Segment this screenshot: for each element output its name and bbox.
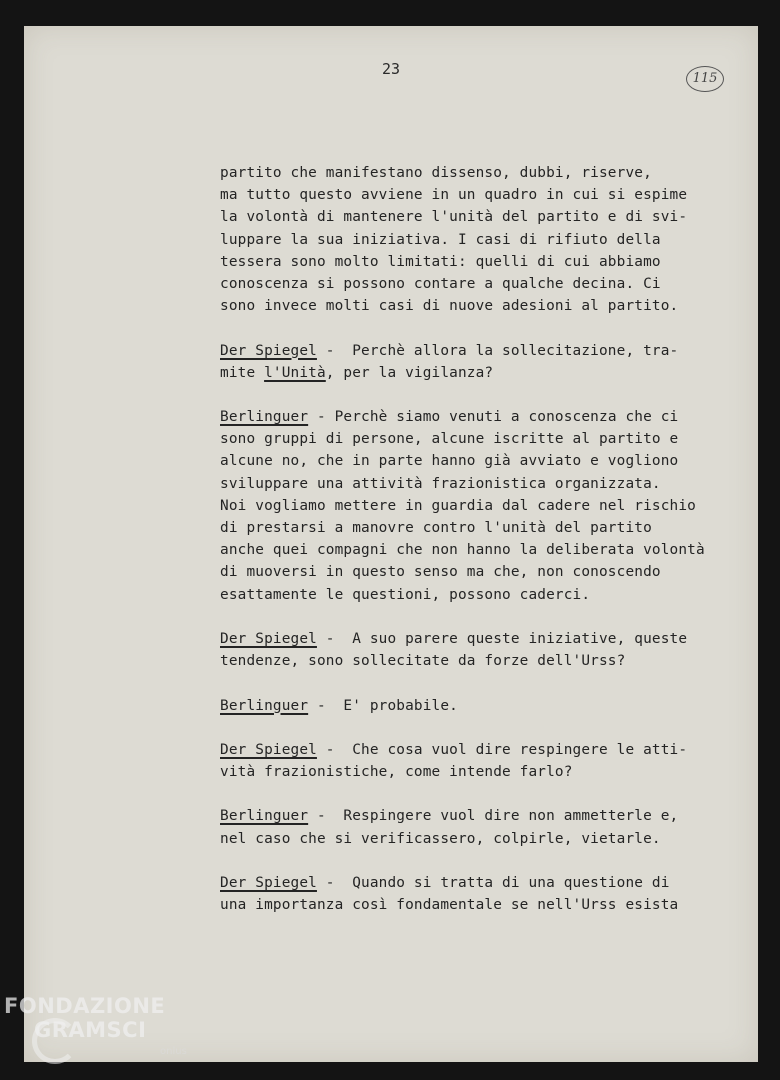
speaker-name: Berlinguer: [220, 409, 309, 426]
paragraph: [220, 872, 740, 916]
text-line: [220, 695, 740, 717]
text-line: [220, 561, 740, 583]
text-line: [220, 628, 740, 650]
line-text: di prestarsi a manovre contro l'unità del partito: [220, 520, 652, 536]
line-text: partito che manifestano dissenso, dubbi, riserve,: [220, 165, 652, 181]
line-text: la volontà di mantenere l'unità del partito e di svi-: [220, 209, 688, 226]
line-text: - Perchè siamo venuti a conoscenza che ci: [308, 409, 679, 426]
line-text: tessera sono molto limitati: quelli di cui abbiamo: [220, 253, 661, 270]
paragraph: [220, 805, 740, 849]
text-line: [220, 362, 740, 384]
document-page: [24, 26, 758, 1062]
watermark-line-2: GRAMSCI: [34, 1018, 147, 1042]
speaker-name: Berlinguer: [220, 808, 309, 825]
speaker-name: Der Spiegel: [220, 342, 317, 359]
text-line: [220, 473, 740, 495]
line-text: sono invece molti casi di nuove adesioni al partito.: [220, 298, 679, 315]
line-text: - E' probabile.: [308, 697, 458, 714]
text-line: [220, 450, 740, 472]
line-text: alcune no, che in parte hanno già avviato e vogliono: [220, 453, 679, 470]
text-line: [220, 650, 740, 672]
line-text: di muoversi in questo senso ma che, non conoscendo: [220, 564, 661, 581]
text-line: [220, 295, 740, 317]
typewritten-text: [220, 162, 740, 939]
line-text: ma tutto questo avviene in un quadro in cui si espime: [220, 187, 688, 204]
text-line: [220, 894, 740, 916]
text-line: [220, 428, 740, 450]
archive-number-stamp: 115: [686, 66, 724, 92]
speaker-name: Berlinguer: [220, 697, 309, 714]
line-text: - Perchè allora la sollecitazione, tra-: [316, 342, 679, 359]
text-line: [220, 229, 740, 251]
paragraph: [220, 695, 740, 717]
line-text: conoscenza si possono contare a qualche decina. Ci: [220, 275, 661, 292]
underlined-title: l'Unità: [264, 364, 326, 381]
line-text: - Respingere vuol dire non ammetterle e,: [308, 808, 679, 825]
text-line: [220, 584, 740, 606]
line-text: - Quando si tratta di una questione di: [316, 875, 670, 891]
line-text: anche quei compagni che non hanno la deliberata volontà: [220, 542, 705, 559]
line-text: - A suo parere queste iniziative, queste: [316, 630, 688, 647]
text-line: [220, 340, 740, 362]
text-line: [220, 539, 740, 561]
text-line: [220, 251, 740, 273]
line-text: sono gruppi di persone, alcune iscritte al partito e: [220, 431, 679, 448]
text-line: [220, 495, 740, 517]
speaker-name: Der Spiegel: [220, 875, 317, 891]
line-text: sviluppare una attività frazionistica organizzata.: [220, 475, 661, 492]
line-text: mite: [220, 364, 265, 381]
watermark-suffix: onlus: [160, 1046, 187, 1057]
text-line: [220, 517, 740, 539]
text-line: [220, 805, 740, 827]
paragraph: [220, 739, 740, 783]
paragraph: [220, 340, 740, 384]
paragraph: [220, 406, 740, 606]
text-line: [220, 739, 740, 761]
line-text: una importanza così fondamentale se nell'Urss esista: [220, 897, 679, 914]
watermark-line-1: FONDAZIONE: [4, 994, 166, 1018]
line-text: tendenze, sono sollecitate da forze dell'Urss?: [220, 653, 626, 670]
paragraph: [220, 628, 740, 672]
line-text: , per la vigilanza?: [325, 364, 494, 381]
text-line: [220, 406, 740, 428]
line-text: nel caso che si verificassero, colpirle, vietarle.: [220, 830, 661, 847]
line-text: Noi vogliamo mettere in guardia dal cadere nel rischio: [220, 497, 696, 514]
text-line: [220, 828, 740, 850]
text-line: [220, 206, 740, 228]
page-number: 23: [381, 60, 401, 78]
line-text: - Che cosa vuol dire respingere le atti-: [316, 741, 688, 758]
text-line: [220, 273, 740, 295]
text-line: [220, 162, 740, 184]
line-text: luppare la sua iniziativa. I casi di rifiuto della: [220, 231, 661, 248]
text-line: [220, 761, 740, 783]
paragraph: [220, 162, 740, 317]
line-text: vità frazionistiche, come intende farlo?: [220, 764, 573, 781]
text-line: [220, 872, 740, 894]
line-text: esattamente le questioni, possono caderci.: [220, 586, 591, 603]
text-line: [220, 184, 740, 206]
speaker-name: Der Spiegel: [220, 741, 317, 758]
speaker-name: Der Spiegel: [220, 630, 317, 647]
fondazione-gramsci-watermark: [2, 994, 202, 1074]
